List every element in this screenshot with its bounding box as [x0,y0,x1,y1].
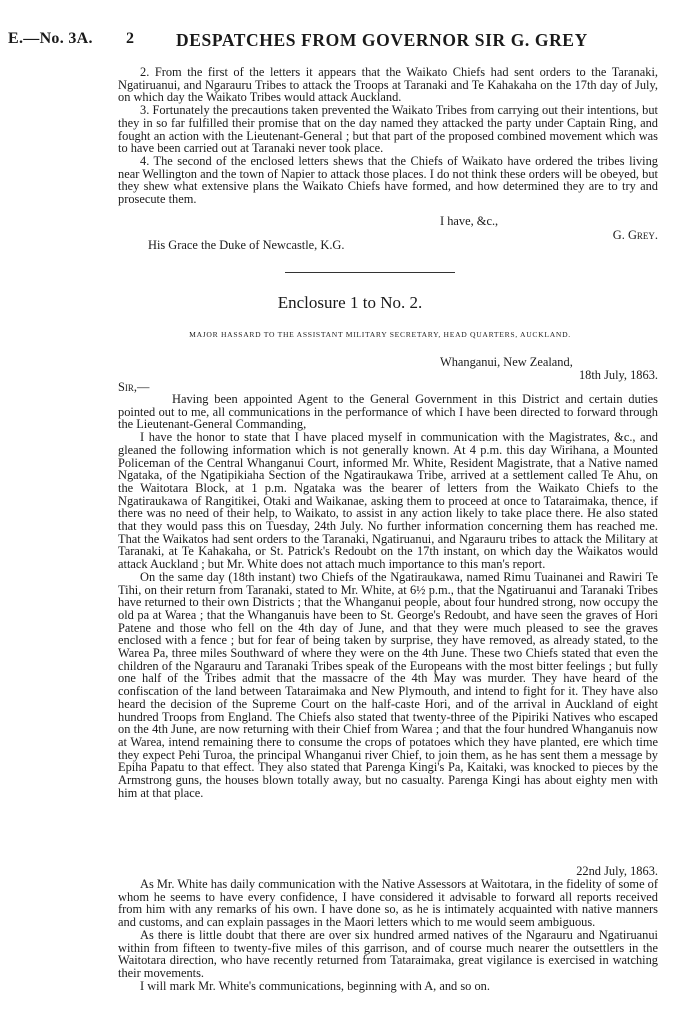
enclosure-paragraph: As Mr. White has daily communication with the Native Assessors at Waitotara, in the fidelity of some of whom he seems to have every confidence, I have considered it advisable to forward all reports received from him with any remarks of his own. I have done so, as he is intimately acquainted with native manners and customs, and can explain passages in the Maori letters which to me would seem ambiguous. [118,877,658,930]
letter-signature: G. Grey. [612,228,658,242]
letter-paragraph-2: 2. From the first of the letters it appears that the Waikato Chiefs had sent orders to the Taranaki, Ngatiruanui, and Ngarauru Tribes to attack the Troops at Taranaki and Te Kahakaha on the 17th day of July, on which day the Waikato Tribes would attack Auckland. [118,65,658,105]
section-divider [285,272,455,273]
enclosure-subtitle: MAJOR HASSARD TO THE ASSISTANT MILITARY SECRETARY, HEAD QUARTERS, AUCKLAND. [189,330,571,339]
enclosure-date-2: 22nd July, 1863. [576,864,658,878]
document-reference: E.—No. 3A. [8,30,93,47]
letter-paragraph-3: 3. Fortunately the precautions taken prevented the Waikato Tribes from carrying out their intentions, but they in so far fulfilled their promise that on the day named they attacked the party under Captain Ring, and fought an action with the Lieutenant-General ; but that part of the proposed combined movement which was to have been carried out at Taranaki never took place. [118,103,658,156]
page-number: 2 [126,30,134,47]
enclosure-place: Whanganui, New Zealand, [440,355,573,369]
letter-closing: I have, &c., [440,214,499,228]
running-title: DESPATCHES FROM GOVERNOR SIR G. GREY [176,30,588,50]
enclosure-paragraph: On the same day (18th instant) two Chiefs of the Ngatiraukawa, named Rimu Tuainanei and Rawiri Te Tihi, on their return from Taranaki, stated to Mr. White, at 6½ p.m., that the Ngatiruanui and Taranaki Tribes have returned to their own Districts ; that the Whanganui people, about four hundred strong, now occupy the old pa at Warea ; that the Whanganuis have been to St. George's Redoubt, and have seen the graves of Hori Patene and those who fell on the 4th day of June, and that they were much pleased to see the graves enclosed with a fence ; but for fear of being taken by surprise, they have removed, as already stated, to the Warea Pa, three miles Southward of where they were on the 4th June. These two Chiefs stated that even the children of the Ngarauru and Taranaki Tribes speak of the Europeans with the most bitter feelings ; but fully one half of the Tribes admit that the massacre of the 4th May was murder. They have heard of the confiscation of the land between Tataraimaka and New Plymouth, and intend to fight for it. They have also heard the decision of the Supreme Court on the half-caste Hori, and of the arrival in Auckland of eight hundred Troops from England. The Chiefs also stated that twenty-three of the Pipiriki Natives who escaped on the 4th June, are now returning with their Chief from Warea ; and that the four hundred Whanganuis now at Warea, intend remaining there to consume the crops of potatoes which they have planted, ere which time they expect Pehi Turoa, the principal Whanganui river Chief, to join them, as he has sent them a message by Epiha Papatu to that effect. They also stated that Parenga Kingi's Pa, Kaitaki, was knocked to pieces by the Armstrong guns, the houses blown totally away, but no casualty. Parenga Kingi has about eighty men with him at that place. [118,569,658,800]
enclosure-body [118,393,658,800]
letter-body [118,66,658,206]
enclosure-body-2 [118,878,658,992]
enclosure-salutation: Sir,— [118,380,150,394]
letter-addressee: His Grace the Duke of Newcastle, K.G. [148,238,345,252]
enclosure-paragraph: I will mark Mr. White's communications, beginning with A, and so on. [140,978,490,993]
enclosure-title: Enclosure 1 to No. 2. [277,293,423,312]
letter-paragraph-4: 4. The second of the enclosed letters shews that the Chiefs of Waikato have ordered the tribes living near Wellington and the town of Napier to attack those places. I do not think these orders will be obeyed, but they shew what extensive plans the Waikato Chiefs have formed, and how determined they are to try and prosecute them. [118,153,658,207]
enclosure-paragraph: As there is little doubt that there are over six hundred armed natives of the Ngarauru and Ngatiruanui within from fifteen to twenty-five miles of this garrison, and of course much nearer the outsettlers in the Waitotara direction, who have recently returned from Tataraimaka, great vigilance is exercised in watching their movements. [118,927,658,980]
enclosure-date: 18th July, 1863. [578,368,658,382]
enclosure-paragraph: I have the honor to state that I have placed myself in communication with the Magistrates, &c., and gleaned the following information which is not generally known. At 4 p.m. this day Wirihana, a Mounted Policeman of the Central Whanganui Court, informed Mr. White, Resident Magistrate, that a Native named Ngataka, of the Ngatipikiaha Section of the Ngatiraukawa Tribe, arrived at a settlement called Te Ahu, on the Waitotara Block, at 1 p.m. Ngataka was the bearer of letters from the Waikato Chiefs to the Ngatiraukawa of Rangitikei, Otaki and Waikanae, asking them to proceed at once to Tataraimaka, thence, if there was no need of their help, to Waikato, to assist in any action likely to take place there. He also stated that they would pass this on Tuesday, 24th July. No further information concerning them has reached me. That the Waikatos had sent orders to the Taranaki, Ngatiruanui, and Ngarauru tribes to attack the Military at Taranaki, at Te Kahakaha, or St. Patrick's Redoubt on the 17th instant, on which day the Waikatos would attack Auckland ; but Mr. White does not attach much importance to this man's report. [118,430,658,572]
enclosure-paragraph: Having been appointed Agent to the General Government in this District and certain duties pointed out to me, all communications in the performance of which I have been directed to forward through the Lieutenant-General Commanding, [118,392,658,432]
